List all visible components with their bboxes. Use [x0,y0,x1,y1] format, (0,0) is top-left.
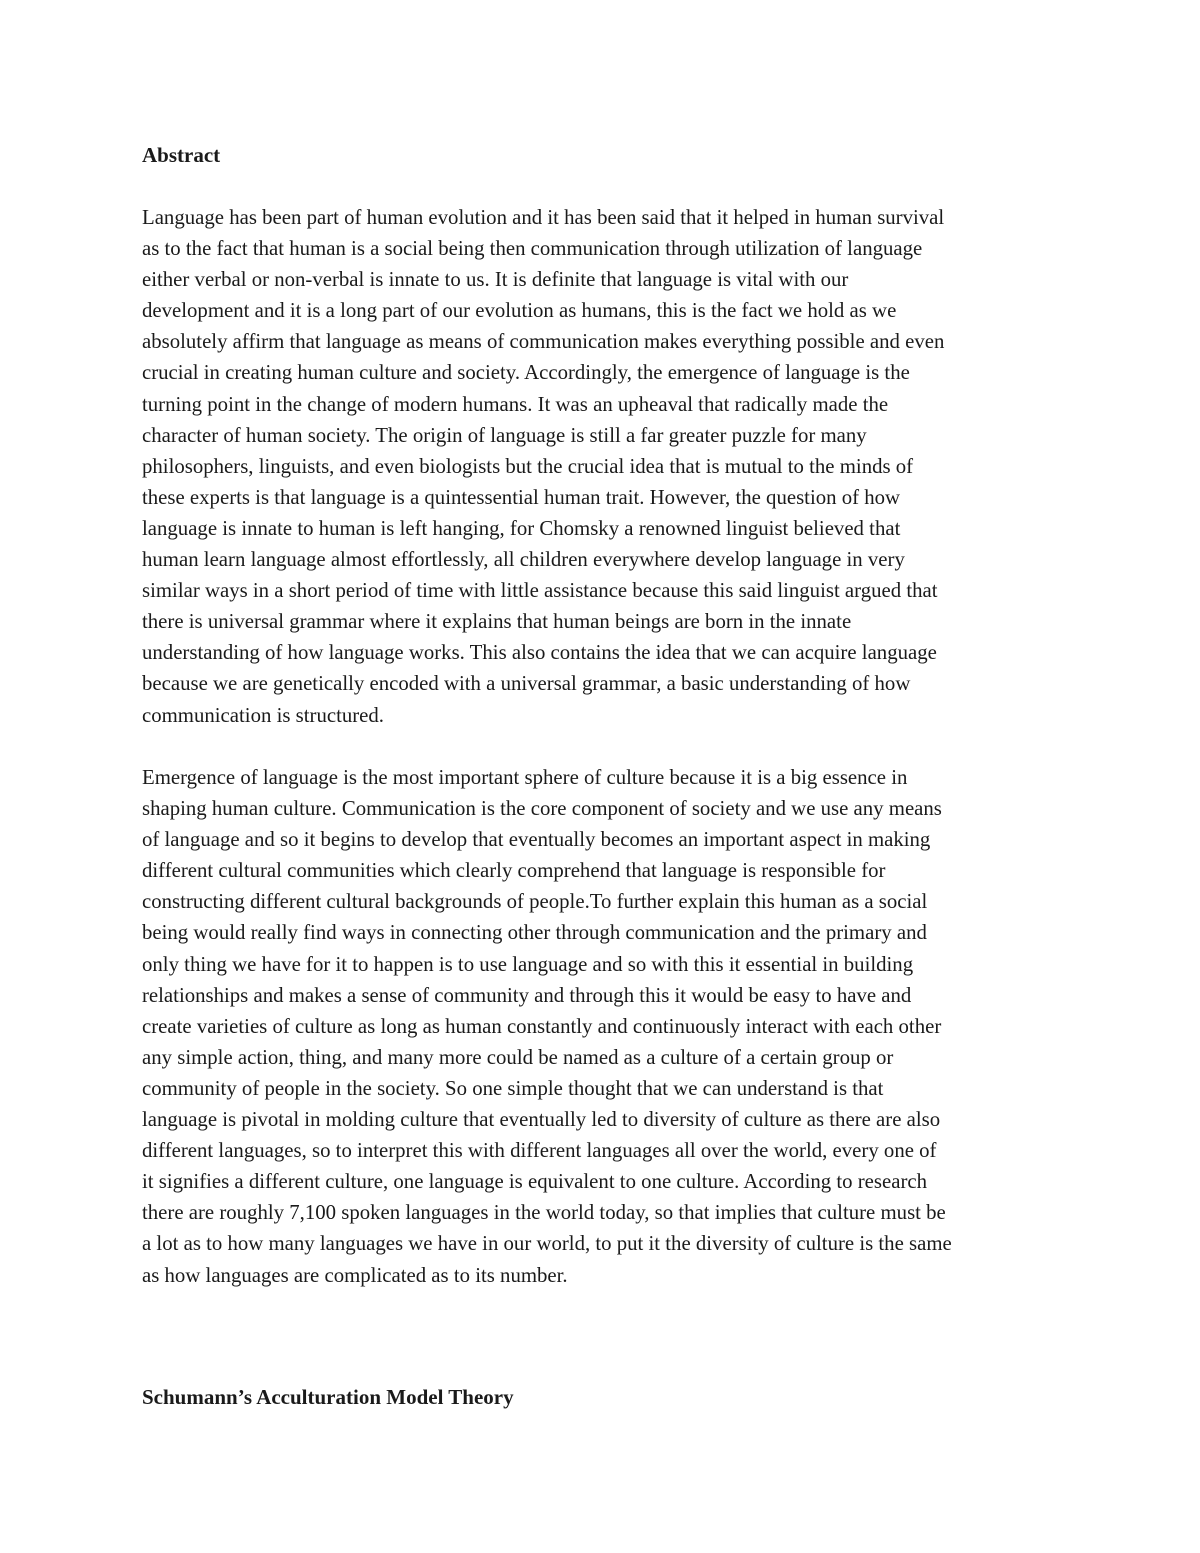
abstract-heading: Abstract [142,143,221,167]
paragraph-line: language is innate to human is left hanging, for Chomsky a renowned linguist believed that [142,516,901,540]
paragraph-line: philosophers, linguists, and even biologists but the crucial idea that is mutual to the minds of [142,454,914,478]
paragraph-line: different cultural communities which clearly comprehend that language is responsible for [142,859,886,883]
paragraph-line: crucial in creating human culture and society. Accordingly, the emergence of language is the [142,361,910,385]
paragraph-line: it signifies a different culture, one language is equivalent to one culture. According to research [142,1170,928,1194]
paragraph-line: understanding of how language works. This also contains the idea that we can acquire language [142,641,937,665]
paragraph-line: create varieties of culture as long as human constantly and continuously interact with each other [142,1014,942,1038]
paragraph-line: these experts is that language is a quintessential human trait. However, the question of how [142,485,901,509]
paragraph-line: either verbal or non-verbal is innate to us. It is definite that language is vital with our [142,268,849,292]
section-heading: Schumann’s Acculturation Model Theory [142,1385,514,1409]
paragraph-line: absolutely affirm that language as means of communication makes everything possible and even [142,330,945,354]
paragraph-line: similar ways in a short period of time with little assistance because this said linguist argued that [142,579,938,603]
paragraph-line: turning point in the change of modern humans. It was an upheaval that radically made the [142,392,889,416]
paragraph-line: character of human society. The origin of language is still a far greater puzzle for many [142,423,867,447]
paragraph-line: only thing we have for it to happen is to use language and so with this it essential in building [142,952,914,976]
abstract-paragraph-1 [142,202,1072,731]
paragraph-line: Language has been part of human evolution and it has been said that it helped in human survival [142,206,945,229]
paragraph-line: because we are genetically encoded with a universal grammar, a basic understanding of how [142,672,911,696]
abstract-paragraph-2 [142,762,1072,1291]
paragraph-line: a lot as to how many languages we have in our world, to put it the diversity of culture is the same [142,1232,952,1256]
paragraph-line: of language and so it begins to develop that eventually becomes an important aspect in making [142,828,931,852]
paragraph-line: there is universal grammar where it explains that human beings are born in the innate [142,610,852,634]
paragraph-line: development and it is a long part of our evolution as humans, this is the fact we hold as we [142,299,897,323]
paragraph-line: human learn language almost effortlessly, all children everywhere develop language in very [142,548,905,572]
paragraph-line: language is pivotal in molding culture that eventually led to diversity of culture as there are also [142,1108,941,1132]
paragraph-line: as how languages are complicated as to its number. [142,1263,568,1287]
paragraph-line: there are roughly 7,100 spoken languages in the world today, so that implies that culture must be [142,1201,946,1225]
paragraph-line: communication is structured. [142,703,384,727]
paragraph-line: constructing different cultural backgrounds of people.To further explain this human as a social [142,890,928,914]
paragraph-line: as to the fact that human is a social being then communication through utilization of language [142,237,923,261]
paragraph-line: different languages, so to interpret this with different languages all over the world, every one of [142,1139,937,1163]
paragraph-line: any simple action, thing, and many more could be named as a culture of a certain group or [142,1045,894,1069]
paragraph-line: community of people in the society. So one simple thought that we can understand is that [142,1076,884,1100]
paragraph-line: being would really find ways in connecting other through communication and the primary and [142,921,927,945]
paragraph-line: relationships and makes a sense of community and through this it would be easy to have and [142,983,912,1007]
paragraph-line: Emergence of language is the most important sphere of culture because it is a big essence in [142,766,908,789]
paragraph-line: shaping human culture. Communication is the core component of society and we use any means [142,797,942,821]
